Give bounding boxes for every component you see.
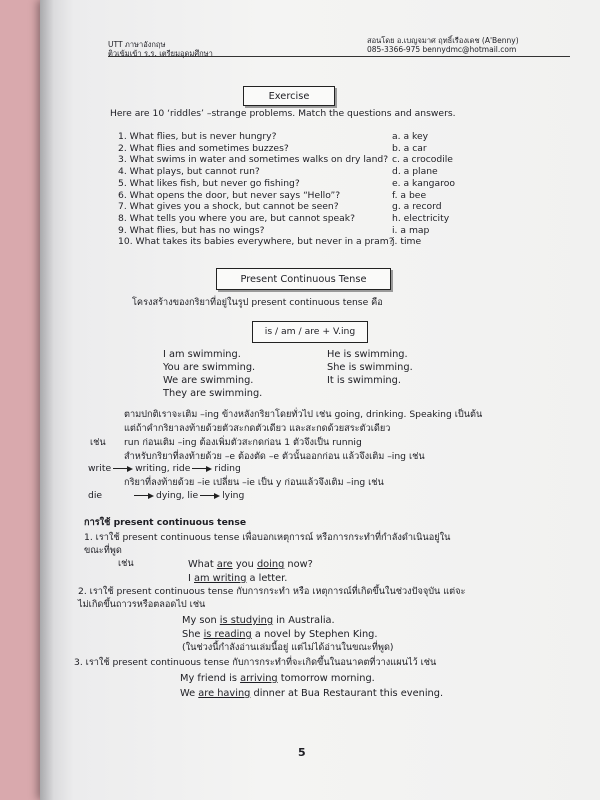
text-run: a letter. xyxy=(246,573,288,584)
usage1-example2 xyxy=(188,572,287,585)
exercise-title-box xyxy=(243,86,335,106)
question-item: 1. What flies, but is never hungry? xyxy=(118,131,277,142)
usage-heading: การใช้ present continuous tense xyxy=(84,517,247,528)
example-line: We are swimming. xyxy=(163,375,254,386)
underlined-verb: arriving xyxy=(240,673,278,684)
answer-item: b. a car xyxy=(392,142,427,154)
rule2-line1: แต่ถ้าคำกริยาลงท้ายด้วยตัวสะกดตัวเดียว และสะกดด้วยสระตัวเดียว xyxy=(124,423,391,434)
header-left-line2: ติวเข้มเข้า ร.ร. เตรียมอุดมศึกษา xyxy=(108,49,213,58)
usage2-example1 xyxy=(182,614,335,627)
example-line: He is swimming. xyxy=(327,349,408,360)
rule4-word-a: die xyxy=(88,490,103,501)
rule1-line: ตามปกติเราจะเติม –ing ข้างหลังกริยาโดยทั่วไป เช่น going, drinking. Speaking เป็นต้น xyxy=(124,409,483,420)
usage3-example1 xyxy=(180,672,375,685)
usage2-example2 xyxy=(182,628,378,641)
underlined-verb: doing xyxy=(256,559,285,570)
underlined-verb: is reading xyxy=(203,629,252,640)
usage1-line1: 1. เราใช้ present continuous tense เพื่อบอกเหตุการณ์ หรือการกระทำที่กำลังดำเนินอยู่ใน xyxy=(84,532,451,543)
question-item: 2. What flies and sometimes buzzes? xyxy=(118,142,289,154)
answer-item: a. a key xyxy=(392,131,429,142)
question-list xyxy=(118,131,394,248)
text-run: We xyxy=(180,688,199,699)
usage2-note: (ในช่วงนี้กำลังอ่านเล่มนี้อยู่ แต่ไม่ได้อ่านในขณะที่พูด) xyxy=(182,642,394,653)
text-run: a novel by Stephen King. xyxy=(251,629,378,640)
text-run: My son xyxy=(182,615,220,626)
arrow-icon xyxy=(200,493,220,499)
text-run: She xyxy=(182,629,204,640)
rule2-line2: run ก่อนเติม –ing ต้องเพิ่มตัวสะกดก่อน 1 ตัวจึงเป็น runnig xyxy=(124,437,362,448)
answer-item: g. a record xyxy=(392,201,442,213)
header-right-line2: 085-3366-975 bennydmc@hotmail.com xyxy=(367,45,517,54)
question-item: 10. What takes its babies everywhere, but never in a pram? xyxy=(118,236,394,248)
answer-list xyxy=(392,131,455,248)
rule4-word-c: lying xyxy=(222,490,245,501)
exercise-title: Exercise xyxy=(268,90,310,102)
usage2-line1: 2. เราใช้ present continuous tense กับการกระทำ หรือ เหตุการณ์ที่เกิดขึ้นในช่วงปัจจุบัน แต่จะ xyxy=(78,586,466,597)
example-line: It is swimming. xyxy=(327,375,401,386)
example-line: You are swimming. xyxy=(163,362,256,373)
example-line: They are swimming. xyxy=(163,388,263,399)
answer-item: c. a crocodile xyxy=(392,154,453,166)
question-item: 6. What opens the door, but never says “Hello”? xyxy=(118,189,341,201)
header-divider xyxy=(108,56,570,57)
usage1-line2: ขณะที่พูด xyxy=(84,545,122,556)
document-page xyxy=(40,0,600,800)
answer-item: e. a kangaroo xyxy=(392,177,455,189)
examples-left xyxy=(163,348,262,400)
text-run: What xyxy=(188,559,217,570)
usage3-line1: 3. เราใช้ present continuous tense กับการกระทำที่จะเกิดขึ้นในอนาคตที่วางแผนไว้ เช่น xyxy=(74,657,437,668)
structure-intro: โครงสร้างของกริยาที่อยู่ในรูป present continuous tense คือ xyxy=(132,297,383,308)
rule3-word-b: writing, ride xyxy=(135,463,191,474)
question-item: 4. What plays, but cannot run? xyxy=(118,166,260,178)
answer-item: d. a plane xyxy=(392,166,438,178)
answer-item: i. a map xyxy=(392,224,430,236)
example-line: I am swimming. xyxy=(163,349,241,360)
question-item: 7. What gives you a shock, but cannot be seen? xyxy=(118,201,339,213)
question-item: 5. What likes fish, but never go fishing? xyxy=(118,177,300,189)
usage3-example2 xyxy=(180,687,443,700)
exercise-intro: Here are 10 ‘riddles’ –strange problems. Match the questions and answers. xyxy=(110,108,456,119)
rule4-example xyxy=(88,490,244,502)
text-run: tomorrow morning. xyxy=(277,673,375,684)
formula-box xyxy=(252,321,368,343)
text-run: you xyxy=(232,559,257,570)
text-run: I xyxy=(188,573,195,584)
arrow-icon xyxy=(134,493,154,499)
examples-right xyxy=(327,348,413,387)
rule3-example xyxy=(88,463,241,475)
text-run: now? xyxy=(284,559,313,570)
underlined-verb: are having xyxy=(198,688,251,699)
rule4-line1: กริยาที่ลงท้ายด้วย –ie เปลี่ยน –ie เป็น y ก่อนแล้วจึงเติม –ing เช่น xyxy=(124,477,384,488)
question-item: 3. What swims in water and sometimes walks on dry land? xyxy=(118,154,389,166)
page-number: 5 xyxy=(298,746,306,759)
answer-item: f. a bee xyxy=(392,189,427,201)
underlined-verb: is studying xyxy=(219,615,274,626)
rule4-word-b: dying, lie xyxy=(156,490,199,501)
arrow-icon xyxy=(113,466,133,472)
formula: is / am / are + V.ing xyxy=(264,325,356,337)
example-line: She is swimming. xyxy=(327,362,413,373)
text-run: in Australia. xyxy=(273,615,335,626)
rule3-word-a: write xyxy=(88,463,112,474)
usage2-line2: ไม่เกิดขึ้นถาวรหรือตลอดไป เช่น xyxy=(78,599,206,610)
underlined-verb: am writing xyxy=(194,573,247,584)
answer-item: h. electricity xyxy=(392,212,450,224)
text-run: dinner at Bua Restaurant this evening. xyxy=(250,688,444,699)
rule3-line1: สำหรับกริยาที่ลงท้ายด้วย –e ต้องตัด –e ตัวนั้นออกก่อน แล้วจึงเติม –ing เช่น xyxy=(124,451,425,462)
header-left-line1: UTT ภาษาอังกฤษ xyxy=(108,40,166,49)
question-item: 8. What tells you where you are, but cannot speak? xyxy=(118,212,355,224)
pct-title-box xyxy=(216,268,391,290)
arrow-icon xyxy=(192,466,212,472)
rule2-label: เช่น xyxy=(90,437,106,448)
question-item: 9. What flies, but has no wings? xyxy=(118,224,265,236)
text-run: My friend is xyxy=(180,673,241,684)
header-right-line1: สอนโดย อ.เบญจมาศ ฤทธิ์เรืองเดช (A'Benny) xyxy=(367,36,519,45)
pct-title: Present Continuous Tense xyxy=(240,273,367,285)
answer-item: j. time xyxy=(392,236,422,248)
usage1-label: เช่น xyxy=(118,558,134,569)
usage1-example1 xyxy=(188,558,313,571)
underlined-verb: are xyxy=(216,559,233,570)
rule3-word-c: riding xyxy=(214,463,241,474)
